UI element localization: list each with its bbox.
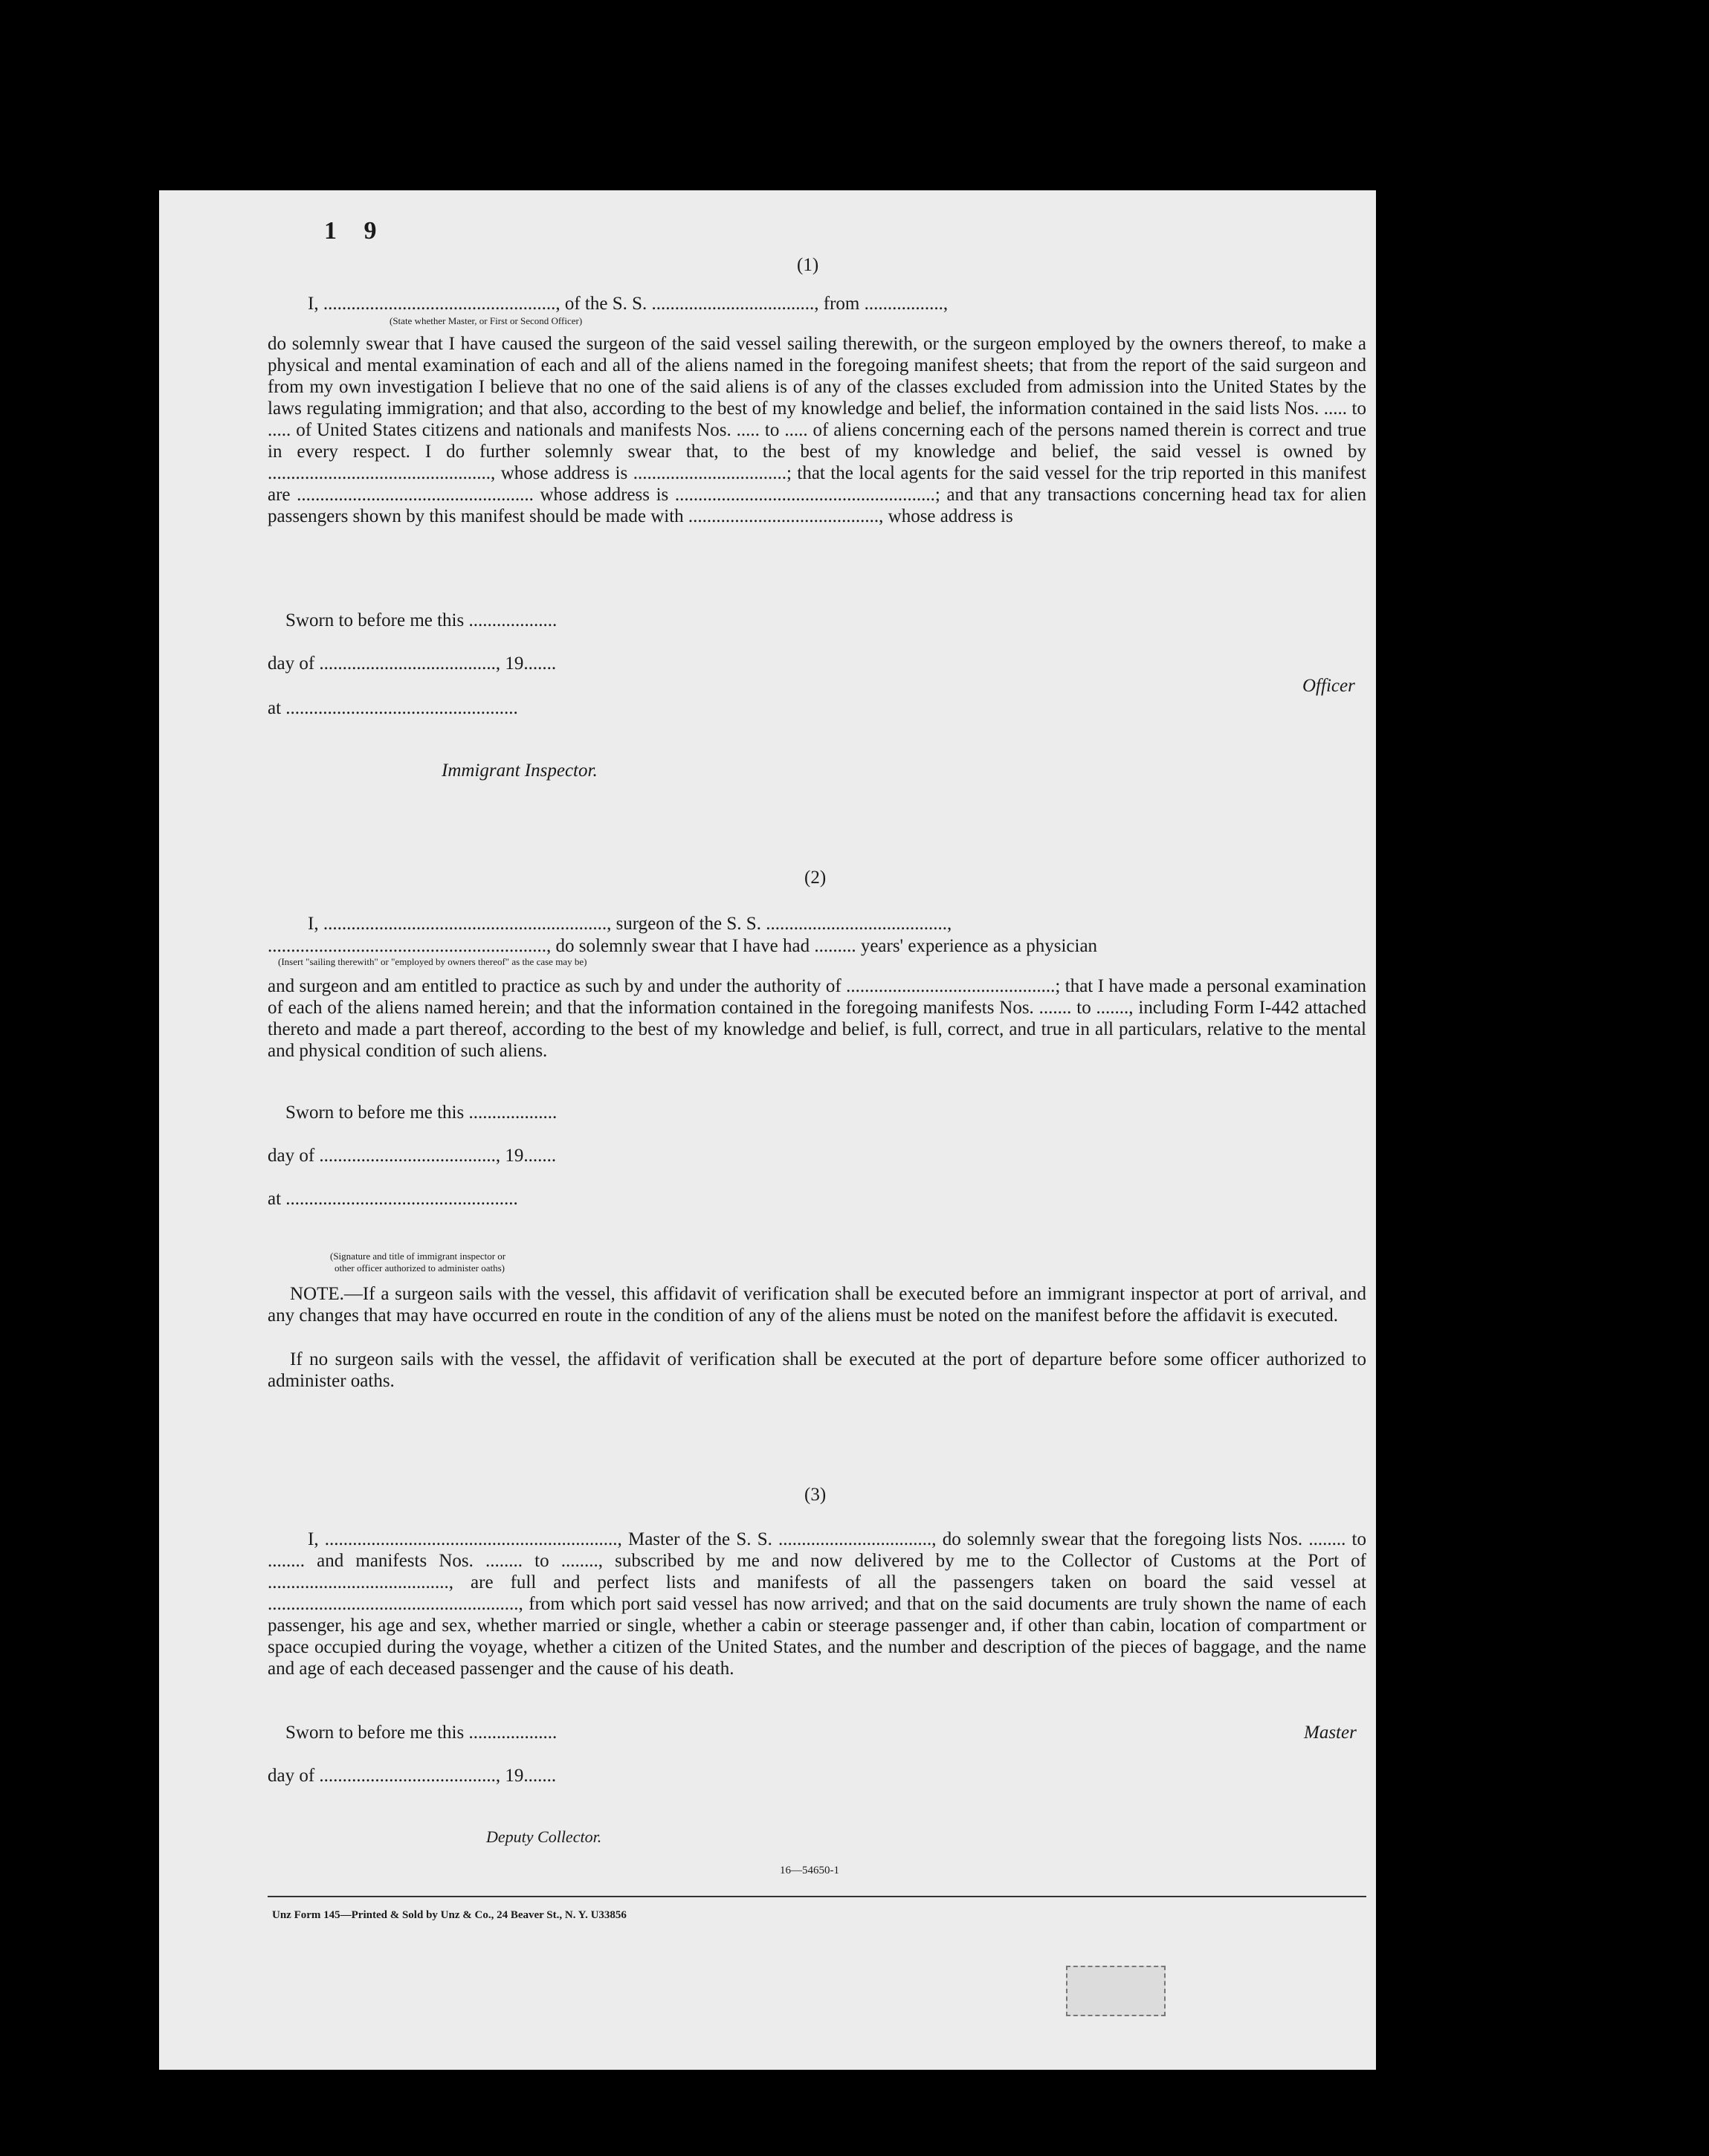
binder-hole bbox=[1452, 1132, 1489, 1169]
section-1-at-line: at .................................................. bbox=[268, 698, 518, 718]
immigrant-inspector-label: Immigrant Inspector. bbox=[442, 761, 598, 781]
section-3-sworn-line: Sworn to before me this ................... bbox=[285, 1723, 558, 1743]
stamp-mark bbox=[1066, 1966, 1166, 2016]
note-no-surgeon: If no surgeon sails with the vessel, the affidavit of verification shall be executed at the port of departure before some officer authorized to administer oaths. bbox=[268, 1349, 1366, 1391]
section-3-number: (3) bbox=[804, 1485, 827, 1505]
section-2-sworn-line: Sworn to before me this ................... bbox=[285, 1103, 558, 1123]
edge-mark bbox=[1430, 633, 1453, 639]
section-2-surgeon-line: I, ............................................................., surgeon of the S. S. ......................................., bbox=[308, 914, 952, 934]
section-3-oath-text: I, ..............................................................., Master of the S. S. ................................., do solemnly swear that the foregoing lists Nos. ........ to ........ and manifests Nos. ........ to ........, subscribed by me and now delivered by me to the Collector of Customs at the Port of ......................................., are full and perfect lists and manifests of all the passengers taken on board the said vessel at ......................................................, from which port said vessel has now arrived; and that on the said documents are truly shown the name of each passenger, his age and sex, whether married or single, whether a cabin or steerage passenger and, if other than cabin, location of compartment or space occupied during the voyage, whether a citizen of the United States, and the number and description of the pieces of baggage, and the name and age of each deceased passenger and the cause of his death. bbox=[268, 1529, 1366, 1679]
section-2-hint: (Insert "sailing therewith" or "employed by owners thereof" as the case may be) bbox=[278, 956, 587, 967]
section-2-oath-text: and surgeon and am entitled to practice as such by and under the authority of .............................................; that I have made a personal examination of each of the aliens named herein; and that the information contained in the foregoing manifests Nos. ....... to ......., including Form I-442 attached thereto and made a part thereof, according to the best of my knowledge and belief, is full, correct, and true in all particulars, relative to the mental and physical condition of such aliens. bbox=[268, 976, 1366, 1061]
section-2-at-line: at .................................................. bbox=[268, 1189, 518, 1209]
binder-hole bbox=[1412, 1472, 1450, 1509]
section-1-officer-label: Officer bbox=[1302, 676, 1355, 696]
printer-footer: Unz Form 145—Printed & Sold by Unz & Co., 24 Beaver St., N. Y. U33856 bbox=[272, 1909, 627, 1921]
deputy-collector-label: Deputy Collector. bbox=[486, 1827, 602, 1846]
section-1-oath-text: do solemnly swear that I have caused the surgeon of the said vessel sailing therewith, or the surgeon employed by the owners thereof, to make a physical and mental examination of each and all of the aliens named in the foregoing manifest sheets; that from the report of the said surgeon and from my own investigation I believe that no one of the said aliens is of any of the classes excluded from admission into the United States by the laws regulating immigration; and that also, according to the best of my knowledge and belief, the information contained in the said lists Nos. ..... to ..... of United States citizens and nationals and manifests Nos. ..... to ..... of aliens concerning each of the persons named therein is correct and true in every respect. I do further solemnly swear that, to the best of my knowledge and belief, the said vessel is owned by ................................................, whose address is .................................; that the local agents for the said vessel for the trip reported in this manifest are ................................................... whose address is ........................................................; and that any transactions concerning head tax for alien passengers shown by this manifest should be made with ........................................., whose address is bbox=[268, 334, 1366, 526]
footer-rule bbox=[268, 1896, 1366, 1897]
binder-hole bbox=[1413, 2037, 1450, 2074]
signature-hint-1: (Signature and title of immigrant inspector or bbox=[330, 1250, 506, 1262]
section-1-sworn-line: Sworn to before me this ................... bbox=[285, 610, 558, 630]
section-1-officer-hint: (State whether Master, or First or Second Officer) bbox=[390, 315, 583, 326]
binder-hole bbox=[1420, 822, 1457, 859]
signature-hint-2: other officer authorized to administer oaths) bbox=[335, 1262, 505, 1274]
manifest-page bbox=[159, 190, 1376, 2070]
section-2-day-line: day of ......................................, 19....... bbox=[268, 1146, 557, 1166]
section-1-day-line: day of ......................................, 19....... bbox=[268, 653, 557, 674]
page-number-mark: 1 9 bbox=[324, 217, 387, 245]
section-2-experience-line: ............................................................, do solemnly swear that I have had ......... years' experience as a physician bbox=[268, 936, 1098, 956]
note-surgeon-sails: NOTE.—If a surgeon sails with the vessel, this affidavit of verification shall be executed before an immigrant inspector at port of arrival, and any changes that may have occurred en route in the condition of any of the aliens must be noted on the manifest before the affidavit is executed. bbox=[268, 1284, 1366, 1326]
section-1-oath-line: I, .................................................., of the S. S. ..................................., from ................., bbox=[308, 294, 949, 314]
section-1-number: (1) bbox=[797, 255, 819, 275]
master-label: Master bbox=[1304, 1723, 1357, 1743]
binder-hole bbox=[1442, 378, 1479, 415]
form-code: 16—54650-1 bbox=[780, 1865, 839, 1876]
section-3-day-line: day of ......................................, 19....... bbox=[268, 1766, 557, 1786]
section-2-number: (2) bbox=[804, 868, 827, 888]
